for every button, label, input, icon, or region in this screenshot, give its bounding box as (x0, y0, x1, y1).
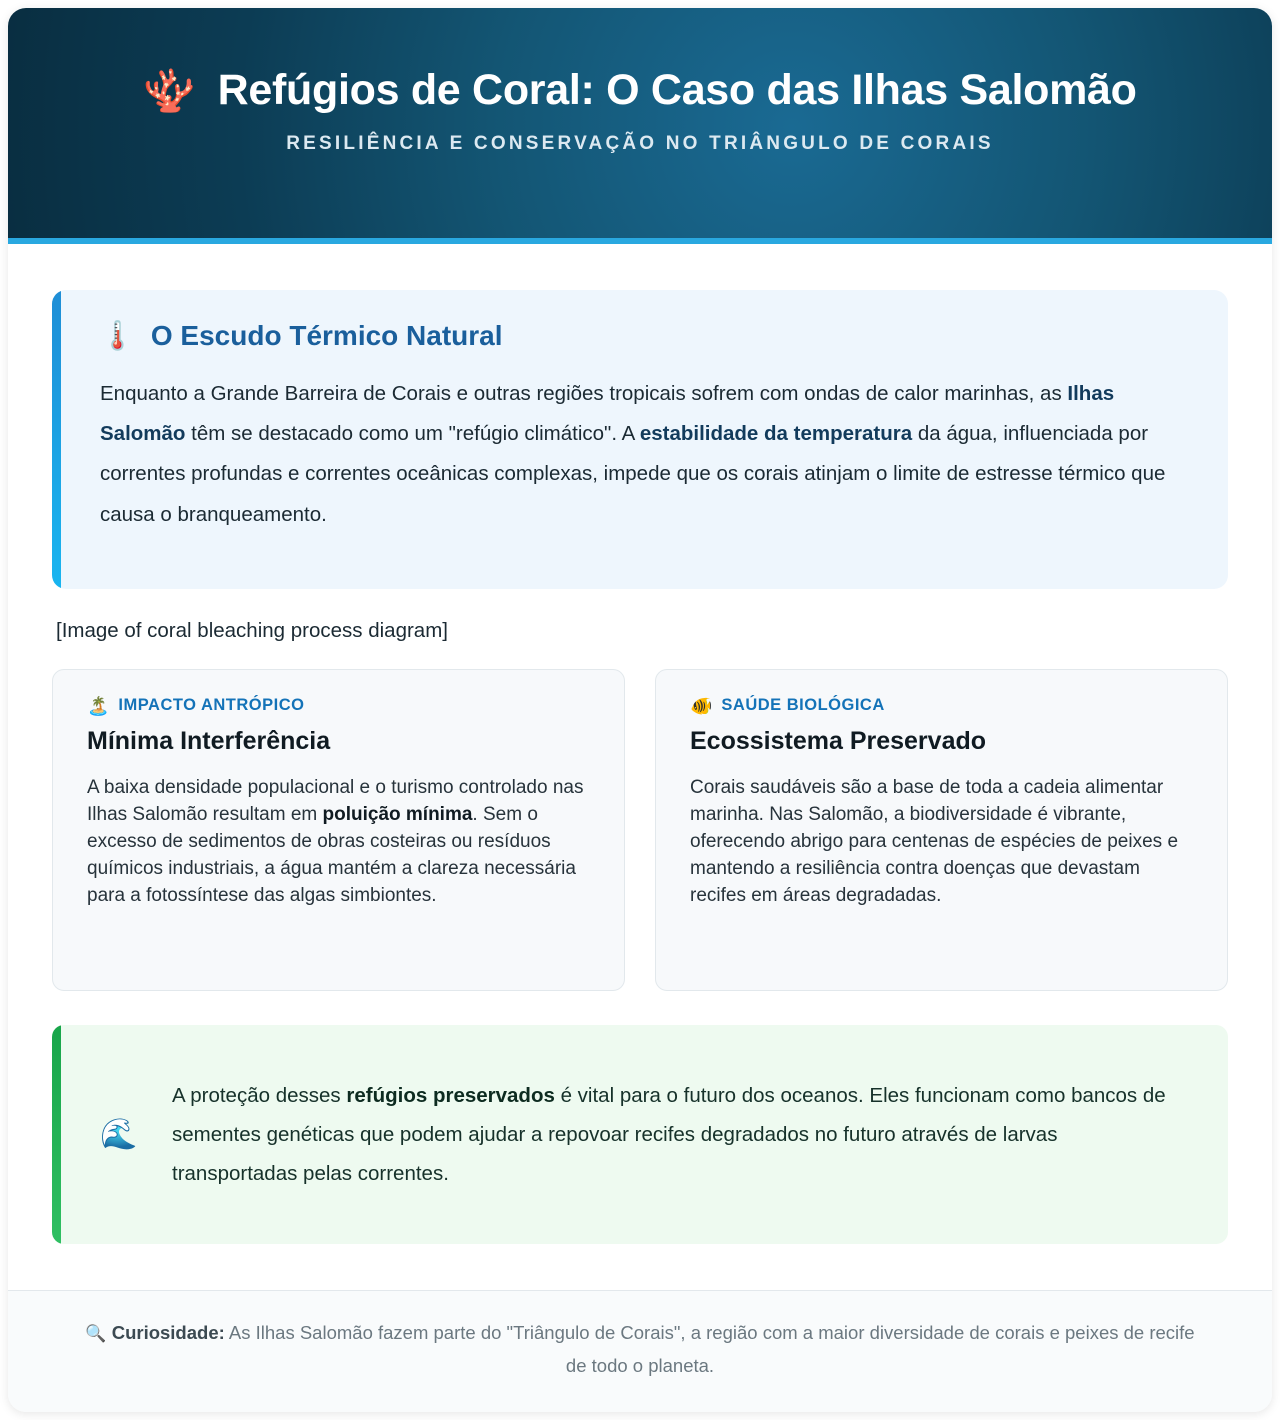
card-kicker-label: IMPACTO ANTRÓPICO (118, 696, 305, 715)
card-text: Corais saudáveis são a base de toda a cadeia alimentar marinha. Nas Salomão, a biodiversidade é vibrante, oferecendo abrigo para centenas de espécies de peixes e mantendo a resiliência contra doenças que devastam recifes em áreas degradadas. (690, 777, 1179, 907)
thermal-shield-heading (100, 320, 1194, 352)
coral-icon: 🪸 (143, 66, 196, 114)
article-card (8, 8, 1272, 1412)
footer-text: As Ilhas Salomão fazem parte do "Triângulo de Corais", a região com a maior diversidade de corais e peixes de recife de todo o planeta. (224, 1322, 1195, 1376)
card-impacto-antropico (52, 669, 625, 991)
footer-note (78, 1317, 1202, 1382)
thermal-shield-title: O Escudo Térmico Natural (150, 320, 503, 351)
tropical-fish-icon: 🐠 (690, 695, 713, 716)
thermal-shield-text: Enquanto a Grande Barreira de Corais e outras regiões tropicais sofrem com ondas de calor marinhas, as Ilhas Salomão têm se destacado como um "refúgio climático". A estabilidade da temperatura da água, influenciada por correntes profundas e correntes oceânicas complexas, impede que os corais atinjam o limite de estresse térmico que causa o branqueamento. (100, 382, 1166, 526)
card-saude-biologica (655, 669, 1228, 991)
card-kicker (87, 696, 594, 715)
page-subtitle: RESILIÊNCIA E CONSERVAÇÃO NO TRIÂNGULO DE CORAIS (286, 133, 994, 154)
columns-row (52, 669, 1228, 991)
article-body (8, 244, 1272, 1290)
card-text: A baixa densidade populacional e o turismo controlado nas Ilhas Salomão resultam em poluição mínima. Sem o excesso de sedimentos de obras costeiras ou resíduos químicos industriais, a água mantém a clareza necessária para a fotossíntese das algas simbiontes. (87, 777, 584, 907)
header-title-row (8, 8, 1272, 115)
island-icon: 🏝️ (87, 695, 110, 716)
callout-text: A proteção desses refúgios preservados é vital para o futuro dos oceanos. Eles funcionam como bancos de sementes genéticas que podem ajudar a repovoar recifes degradados no futuro através de larvas transportadas pelas correntes. (172, 1083, 1166, 1186)
thermal-shield-panel (52, 290, 1228, 589)
card-title: Mínima Interferência (87, 727, 331, 756)
thermometer-icon: 🌡️ (100, 320, 135, 351)
magnifier-icon: 🔍 (85, 1324, 107, 1344)
conservation-callout (52, 1025, 1228, 1244)
card-kicker (690, 696, 1197, 715)
image-placeholder: [Image of coral bleaching process diagram] (56, 619, 448, 643)
card-kicker-label: SAÚDE BIOLÓGICA (721, 696, 885, 715)
wave-icon: 🌊 (100, 1117, 138, 1151)
footer-label: Curiosidade: (111, 1322, 225, 1344)
page-header (8, 8, 1272, 244)
page-footer (8, 1290, 1272, 1412)
card-title: Ecossistema Preservado (690, 727, 987, 756)
page-title: Refúgios de Coral: O Caso das Ilhas Salomão (217, 66, 1137, 114)
